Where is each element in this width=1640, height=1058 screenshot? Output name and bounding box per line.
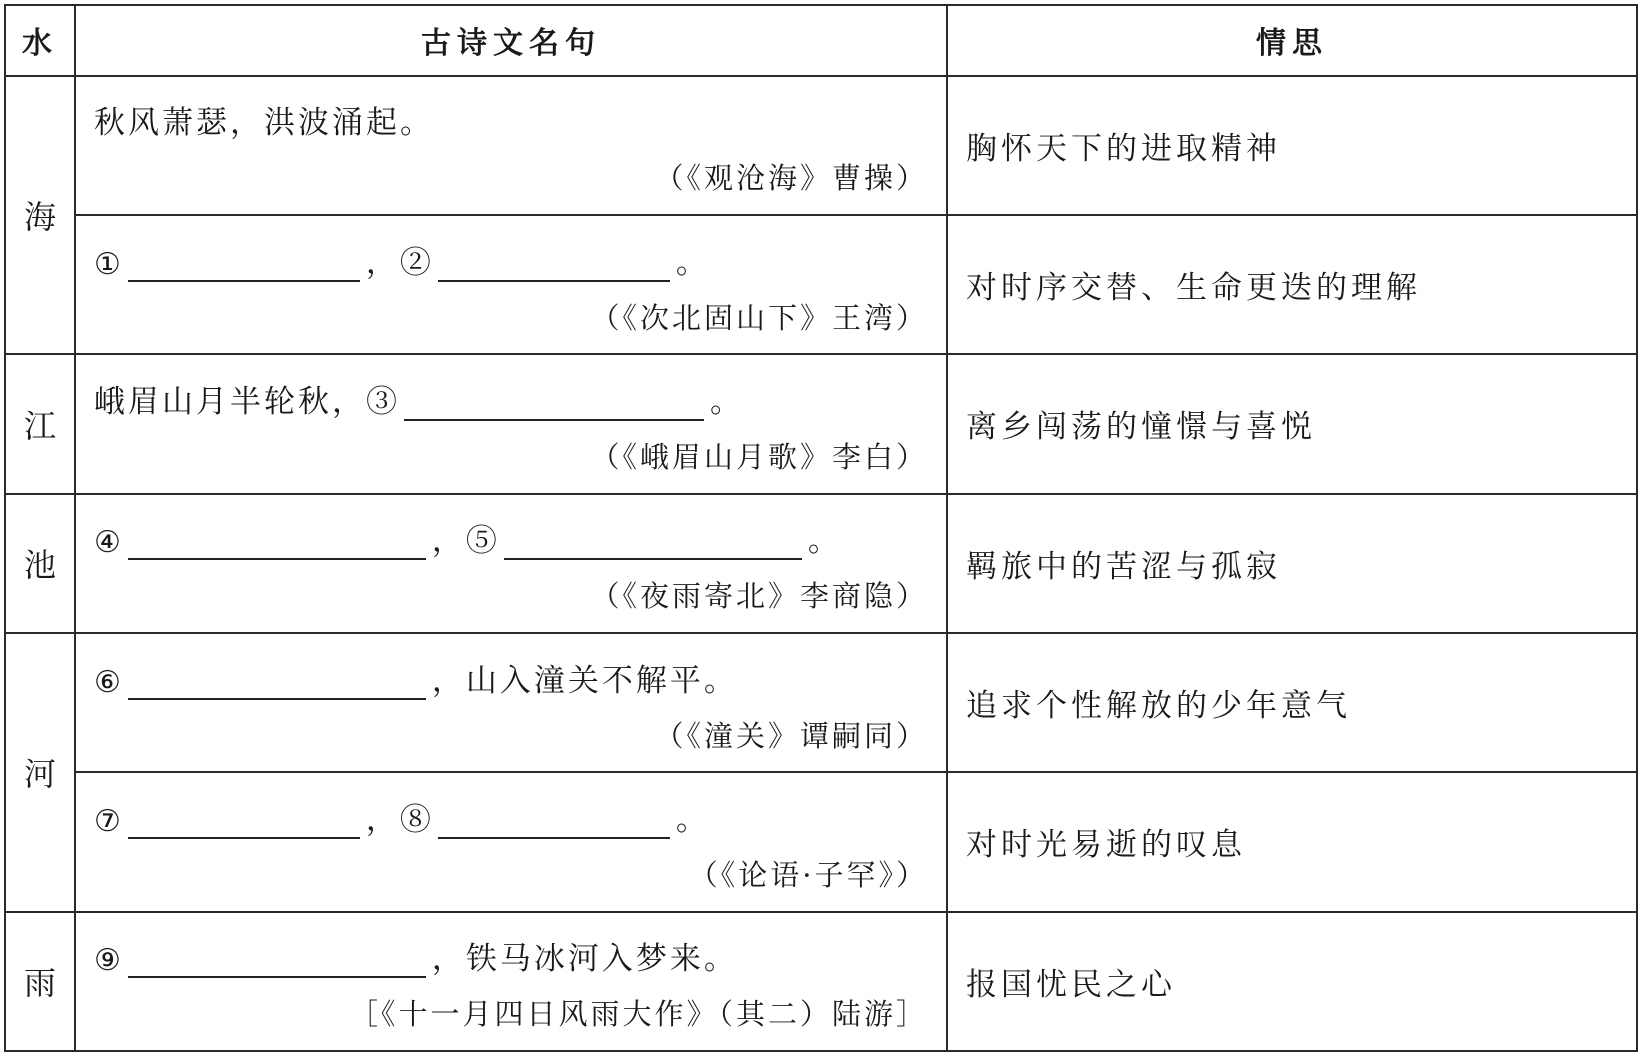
table-row (5, 215, 1637, 354)
poem-table (4, 4, 1638, 1052)
quote-text: ，铁马冰河入梦来。 (431, 941, 738, 978)
emotion-cell: 报国忧民之心 (947, 912, 1637, 1051)
blank-number: ④ (94, 525, 124, 561)
quote-text: ，⑤ (431, 523, 500, 560)
quote-cell (75, 354, 947, 493)
blank-number: ⑨ (94, 943, 124, 979)
quote-cell (75, 633, 947, 772)
table-row (5, 354, 1637, 493)
emotion-cell: 胸怀天下的进取精神 (947, 76, 1637, 215)
emotion-cell: 羁旅中的苦涩与孤寂 (947, 494, 1637, 633)
quote-text: ，② (365, 244, 434, 281)
emotion-cell: 对时光易逝的叹息 (947, 772, 1637, 911)
answer-blank-3[interactable] (404, 389, 704, 421)
quote-line (94, 933, 738, 978)
quote-text: 峨眉山月半轮秋，③ (94, 383, 400, 420)
quote-line (94, 97, 434, 142)
answer-blank-5[interactable] (504, 528, 802, 560)
quote-cell (75, 215, 947, 354)
water-cell-sea: 海 (5, 76, 75, 355)
emotion-cell: 离乡闯荡的憧憬与喜悦 (947, 354, 1637, 493)
quote-source: （《夜雨寄北》李商隐） (590, 579, 928, 614)
answer-blank-7[interactable] (128, 807, 360, 839)
quote-cell (75, 76, 947, 215)
quote-line (94, 237, 710, 282)
quote-text: ，⑧ (365, 801, 434, 838)
answer-blank-6[interactable] (128, 668, 426, 700)
quote-cell (75, 772, 947, 911)
emotion-cell: 对时序交替、生命更迭的理解 (947, 215, 1637, 354)
quote-text: 秋风萧瑟，洪波涌起。 (94, 105, 434, 142)
blank-number: ⑥ (94, 664, 124, 700)
header-water: 水 (5, 5, 75, 76)
quote-line (94, 794, 710, 839)
header-quote: 古诗文名句 (75, 5, 947, 76)
answer-blank-9[interactable] (128, 946, 426, 978)
table-row (5, 633, 1637, 772)
quote-text: ，山入潼关不解平。 (431, 662, 738, 699)
quote-source: （《次北固山下》王湾） (590, 300, 928, 335)
header-row (5, 5, 1637, 76)
water-cell-rain: 雨 (5, 912, 75, 1051)
quote-source: （《潼关》谭嗣同） (654, 718, 928, 753)
quote-line (94, 376, 744, 421)
quote-source: （《峨眉山月歌》李白） (590, 439, 928, 474)
answer-blank-1[interactable] (128, 250, 360, 282)
blank-number: ⑦ (94, 803, 124, 839)
quote-source: （《观沧海》曹操） (654, 161, 928, 196)
quote-cell (75, 494, 947, 633)
quote-text: 。 (710, 383, 744, 420)
answer-blank-2[interactable] (438, 250, 670, 282)
quote-source: （《论语·子罕》） (688, 857, 928, 892)
table-row (5, 772, 1637, 911)
quote-text: 。 (675, 801, 710, 838)
water-cell-river: 江 (5, 354, 75, 493)
quote-cell (75, 912, 947, 1051)
water-cell-he: 河 (5, 633, 75, 912)
water-cell-pond: 池 (5, 494, 75, 633)
quote-text: 。 (675, 244, 710, 281)
table-row (5, 494, 1637, 633)
quote-text: 。 (807, 523, 842, 560)
emotion-cell: 追求个性解放的少年意气 (947, 633, 1637, 772)
header-emotion: 情思 (947, 5, 1637, 76)
table-row (5, 76, 1637, 215)
blank-number: ① (94, 246, 124, 282)
quote-source: ［《十一月四日风雨大作》（其二）陆游］ (348, 997, 928, 1032)
answer-blank-8[interactable] (438, 807, 670, 839)
quote-line (94, 655, 738, 700)
quote-line (94, 515, 842, 560)
table-row (5, 912, 1637, 1051)
answer-blank-4[interactable] (128, 528, 426, 560)
